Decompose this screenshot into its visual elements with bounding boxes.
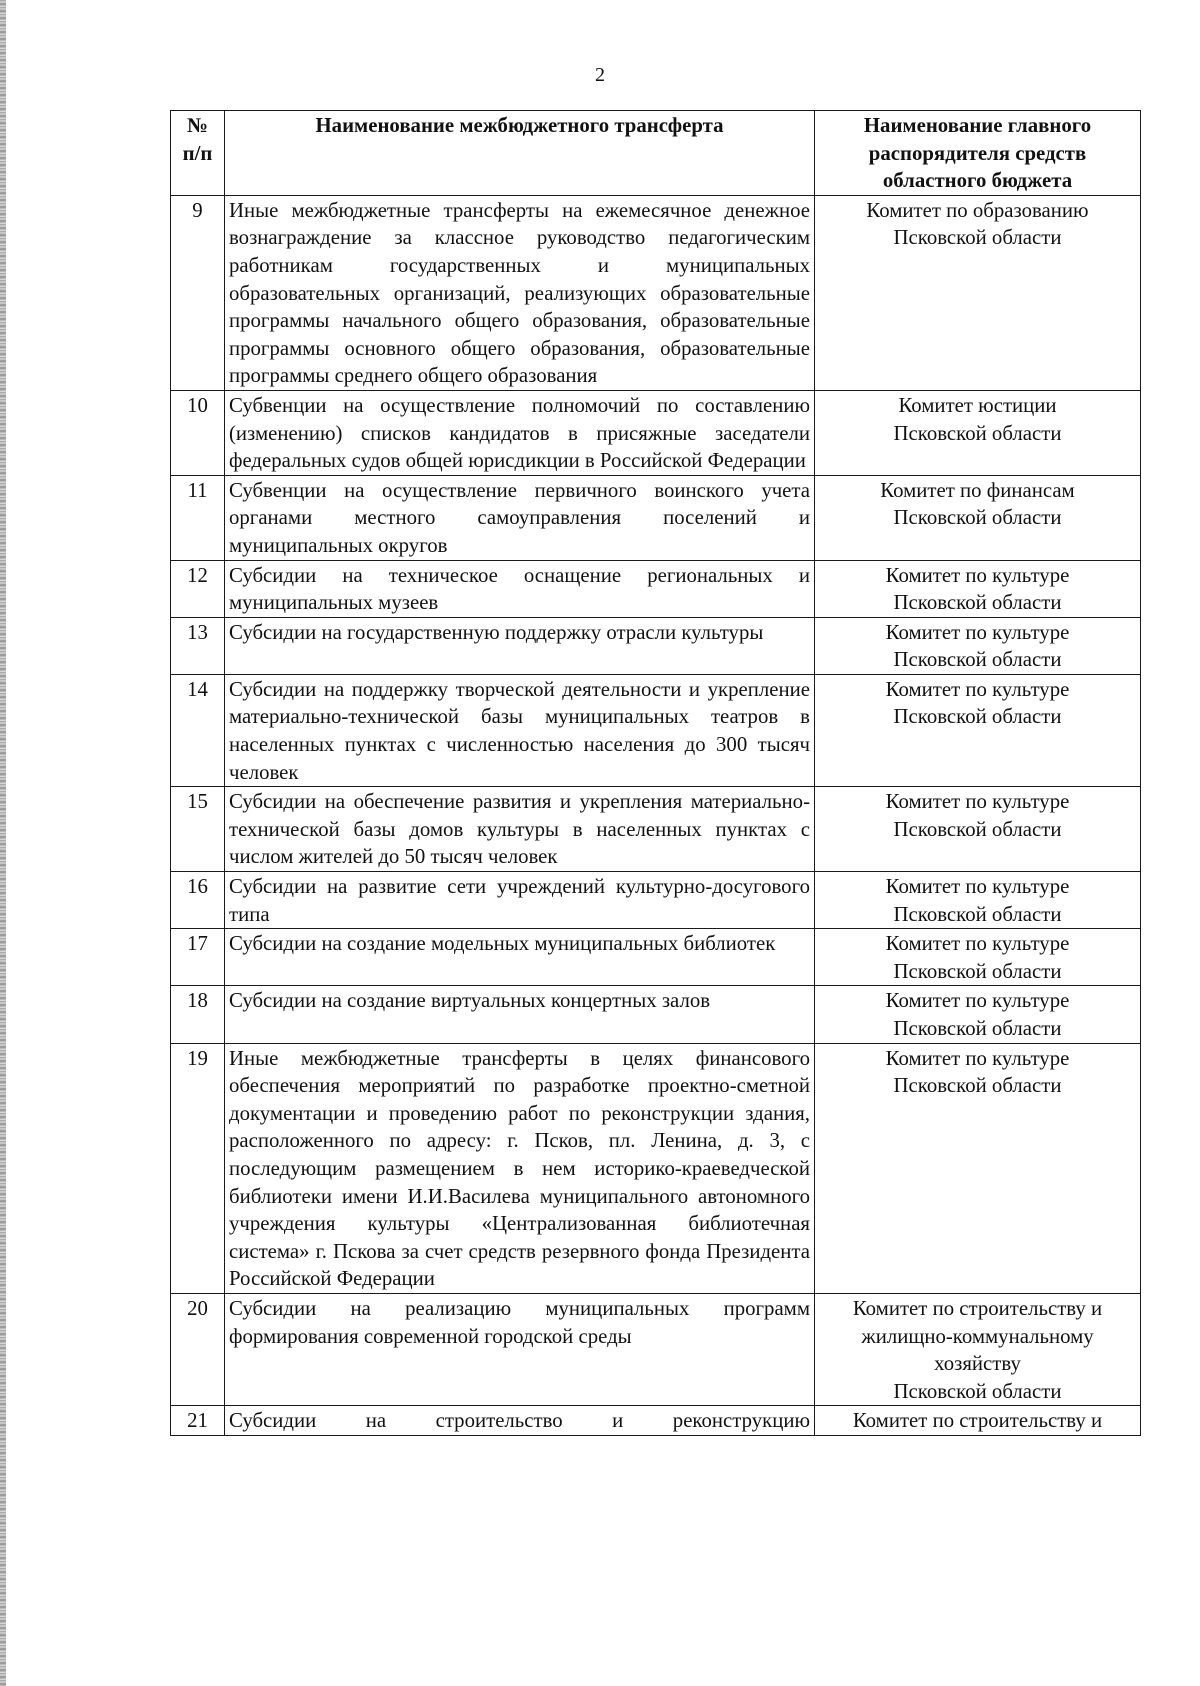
distributor	[815, 1043, 1141, 1293]
transfers-table	[170, 110, 1141, 1436]
distributor-line: хозяйству	[934, 1352, 1021, 1376]
distributor	[815, 1293, 1141, 1405]
scan-edge	[0, 0, 6, 1686]
distributor	[815, 929, 1141, 986]
header-transfer-name: Наименование межбюджетного трансферта	[225, 111, 815, 196]
distributor	[815, 560, 1141, 617]
distributor-line: Псковской области	[893, 902, 1062, 926]
distributor-line: Псковской области	[893, 506, 1062, 530]
distributor	[815, 787, 1141, 872]
row-number: 19	[171, 1043, 225, 1293]
distributor	[815, 390, 1141, 475]
distributor-line: Комитет по культуре	[885, 989, 1070, 1013]
table-row	[171, 560, 1141, 617]
distributor-line: жилищно-коммунальному	[861, 1324, 1094, 1348]
header-num	[171, 111, 225, 196]
distributor-line: Комитет по финансам	[880, 478, 1075, 502]
table-row	[171, 929, 1141, 986]
distributor-line: Комитет по строительству и	[852, 1296, 1103, 1320]
row-number: 21	[171, 1406, 225, 1436]
table-row	[171, 1043, 1141, 1293]
distributor-line: Комитет по культуре	[885, 563, 1070, 587]
table-row	[171, 872, 1141, 929]
distributor-line: Комитет по культуре	[885, 790, 1070, 814]
transfer-name: Субсидии на государственную поддержку отрасли культуры	[225, 617, 815, 674]
distributor-line: Псковской области	[893, 959, 1062, 983]
table-row	[171, 195, 1141, 390]
distributor-line: Псковской области	[893, 421, 1062, 445]
distributor-line: Комитет по образованию	[866, 198, 1089, 222]
distributor-line: Комитет по культуре	[885, 875, 1070, 899]
row-number: 11	[171, 475, 225, 560]
row-number: 13	[171, 617, 225, 674]
distributor-line: Псковской области	[893, 705, 1062, 729]
distributor-line: Псковской области	[893, 591, 1062, 615]
distributor	[815, 1406, 1141, 1436]
transfer-name: Субсидии на поддержку творческой деятельности и укрепление материально-технической базы муниципальных театров в населенных пунктах с численностью населения до 300 тысяч человек	[225, 674, 815, 786]
header-distributor-line: Наименование главного	[863, 114, 1092, 137]
distributor-line: Псковской области	[893, 1379, 1062, 1403]
header-distributor	[815, 111, 1141, 196]
table-row	[171, 390, 1141, 475]
distributor	[815, 674, 1141, 786]
transfer-name: Субсидии на реализацию муниципальных программ формирования современной городской среды	[225, 1293, 815, 1405]
distributor-line: Псковской области	[893, 648, 1062, 672]
table-row	[171, 1293, 1141, 1405]
row-number: 16	[171, 872, 225, 929]
page-number: 2	[595, 64, 605, 86]
distributor	[815, 986, 1141, 1043]
table-header-row	[171, 111, 1141, 196]
header-num-line: п/п	[182, 141, 213, 165]
distributor	[815, 195, 1141, 390]
distributor-line: Комитет по культуре	[885, 677, 1070, 701]
header-num-line: №	[187, 114, 208, 137]
distributor-line: Комитет по культуре	[885, 620, 1070, 644]
table-row	[171, 475, 1141, 560]
header-distributor-line: распорядителя средств	[868, 141, 1087, 165]
transfer-name: Субсидии на строительство и реконструкцию	[225, 1406, 815, 1436]
transfer-name: Субсидии на техническое оснащение региональных и муниципальных музеев	[225, 560, 815, 617]
distributor	[815, 617, 1141, 674]
transfer-name: Субсидии на развитие сети учреждений культурно-досугового типа	[225, 872, 815, 929]
row-number: 18	[171, 986, 225, 1043]
distributor-line: Комитет по строительству и	[852, 1409, 1103, 1433]
distributor-line: Комитет по культуре	[885, 932, 1070, 956]
row-number: 14	[171, 674, 225, 786]
row-number: 10	[171, 390, 225, 475]
header-distributor-line: областного бюджета	[882, 169, 1073, 193]
distributor	[815, 475, 1141, 560]
table-row	[171, 674, 1141, 786]
table-row	[171, 986, 1141, 1043]
row-number: 20	[171, 1293, 225, 1405]
distributor-line: Комитет юстиции	[898, 393, 1057, 417]
transfer-name: Иные межбюджетные трансферты в целях финансового обеспечения мероприятий по разработке проектно-сметной документации и проведению работ по реконструкции здания, расположенного по адресу: г. Псков, пл. Ленина, д. 3, с последующим размещением в нем историко-краеведческой библиотеки имени И.И.Василева муниципального автономного учреждения культуры «Централизованная библиотечная система» г. Пскова за счет средств резервного фонда Президента Российской Федерации	[225, 1043, 815, 1293]
row-number: 9	[171, 195, 225, 390]
distributor-line: Псковской области	[893, 1074, 1062, 1098]
transfer-name: Субсидии на создание модельных муниципальных библиотек	[225, 929, 815, 986]
transfer-name: Иные межбюджетные трансферты на ежемесячное денежное вознаграждение за классное руководство педагогическим работникам государственных и муниципальных образовательных организаций, реализующих образовательные программы начального общего образования, образовательные программы основного общего образования, образовательные программы среднего общего образования	[225, 195, 815, 390]
distributor-line: Комитет по культуре	[885, 1046, 1070, 1070]
distributor-line: Псковской области	[893, 1017, 1062, 1040]
row-number: 15	[171, 787, 225, 872]
transfer-name: Субсидии на обеспечение развития и укрепления материально-технической базы домов культуры в населенных пунктах с числом жителей до 50 тысяч человек	[225, 787, 815, 872]
transfer-name: Субсидии на создание виртуальных концертных залов	[225, 986, 815, 1043]
distributor	[815, 872, 1141, 929]
table-row	[171, 617, 1141, 674]
table-row	[171, 1406, 1141, 1436]
table-row	[171, 787, 1141, 872]
distributor-line: Псковской области	[893, 226, 1062, 250]
distributor-line: Псковской области	[893, 817, 1062, 841]
transfer-name: Субвенции на осуществление полномочий по составлению (изменению) списков кандидатов в присяжные заседатели федеральных судов общей юрисдикции в Российской Федерации	[225, 390, 815, 475]
transfer-name: Субвенции на осуществление первичного воинского учета органами местного самоуправления поселений и муниципальных округов	[225, 475, 815, 560]
row-number: 12	[171, 560, 225, 617]
row-number: 17	[171, 929, 225, 986]
